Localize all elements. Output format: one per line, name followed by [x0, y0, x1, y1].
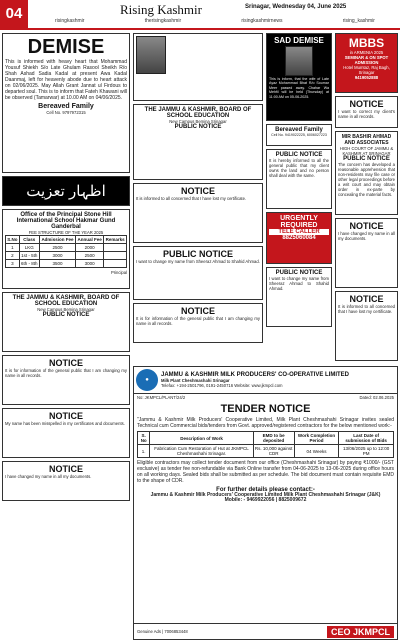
td: LKG [19, 244, 39, 252]
td: 3500 [39, 260, 75, 268]
td: 2500 [39, 244, 75, 252]
principal-title: Office of the Principal Stone Hill International School Hakmar Gund Ganderbal [16, 212, 116, 230]
notice-text: I have changed my name in all my documents. [5, 474, 92, 479]
td: 04 Weeks [294, 445, 339, 458]
demise-ad [2, 33, 130, 173]
urdu-notice [133, 33, 263, 101]
photo [136, 36, 166, 74]
td [104, 260, 127, 268]
th: S.No [7, 237, 18, 242]
jk-school-notice-label: PUBLIC NOTICE [174, 124, 222, 130]
notice-text: I want to change my name from Sheeraz Ahmad to Shahid Ahmad. [269, 276, 329, 291]
notice-text: I have changed my name in all my documents. [338, 231, 395, 241]
urdu-text [166, 36, 260, 98]
notice-text: I want to change my name from Sheeraz Ahmad to Shahid Ahmad. [136, 259, 260, 264]
social-handle[interactable]: therisingkashmir [144, 18, 182, 24]
td: 1st - 5th [21, 253, 38, 258]
tender-mobile[interactable]: Mobile: - 9469922056 | 8825009672 [224, 497, 307, 503]
demise-title: DEMISE [27, 36, 105, 58]
notice-text: It is informed to all concerned that I have lost my certificate. [136, 196, 247, 201]
td: 6th - 8th [21, 261, 38, 266]
tender-intro: "Jammu & Kashmir Milk Producers' Cooperative Limited, Milk Plant Cheshmashahi Srinagar invites sealed Technical cum Commercial bids/tenders from Govt. approved/registered contractors for the below mentioned work:- [137, 417, 394, 429]
small-notice [2, 461, 130, 501]
th: Annual Fee [77, 237, 102, 242]
job-ad-line3: TELE CALLER [269, 229, 329, 235]
table-row [6, 260, 127, 268]
sad-demise-cell: Cell No. 9419022225, 6006027223 [271, 133, 327, 137]
urdu-condolence-heading: اظہار تعزیت [2, 176, 130, 206]
mbbs-line: SEMINAR & ON SPOT ADMISSION [344, 55, 389, 65]
genuine-ads-credit: Genuine Ads | 7006853448 [137, 629, 188, 634]
td [104, 252, 127, 260]
td: Fabrication Cum Restoration of Hut at JKMPCL Cheshmashahi Srinagar. [150, 445, 253, 458]
th: Class [19, 236, 39, 244]
social-handle[interactable]: risingkashmirnews [241, 18, 283, 24]
notice-title: NOTICE [180, 306, 215, 316]
notice-title: NOTICE [48, 411, 83, 421]
tender-title: TENDER NOTICE [220, 403, 311, 415]
td: 3 [6, 260, 20, 268]
td: 13/06/2025 up to 12:00 PM [339, 445, 394, 458]
fee-table [5, 235, 127, 268]
milk-logo-icon: ● [136, 369, 158, 391]
masthead [0, 0, 400, 30]
notice-text: My name has been misspelled in my certificates and documents. [5, 421, 125, 426]
td: 3000 [76, 260, 104, 268]
photo [285, 46, 313, 76]
small-notice [133, 246, 263, 300]
social-handle[interactable]: risingkashmir [55, 18, 85, 24]
th: Remarks [105, 237, 125, 242]
td: 2000 [76, 244, 104, 252]
sad-demise-ad [266, 33, 332, 121]
sad-demise-title: SAD DEMISE [274, 36, 324, 45]
page-number: 04 [0, 0, 28, 28]
tender-ad [133, 366, 398, 640]
ceo-signature: CEO JKMPCL [327, 626, 394, 638]
tender-org: Jammu & Kashmir Milk Producers' Cooperative Limited Milk Plant Cheshmashahi Srinagar (J&K) [150, 492, 381, 498]
td: 1. [138, 445, 150, 458]
mbbs-title: MBBS [348, 36, 385, 50]
advocate-sub: HIGH COURT OF JAMMU & KASHMIR AT SRINAGAR [339, 146, 394, 156]
principal-signature: Principal [110, 270, 127, 275]
public-notice [266, 267, 332, 327]
advocate-public-notice [335, 131, 398, 215]
tender-details: For further details please contact:- [216, 487, 315, 493]
notice-title: PUBLIC NOTICE [275, 152, 323, 158]
th: EMD to be deposited [253, 432, 294, 445]
principal-fee-notice [2, 209, 130, 289]
notice-title: NOTICE [180, 186, 215, 196]
small-notice [2, 408, 130, 458]
th: Last Date of submission of Bids [339, 432, 394, 445]
milk-date: Dated: 02.06.2025 [359, 395, 394, 400]
small-notice [335, 218, 398, 288]
th: Work Completion Period [294, 432, 339, 445]
sad-demise-text: This is inform, that the wife of Late Ayaz Mohammad Bhat R/o Soumar Meer passed away. Chahar Wa Mehfil will be held (Thursday) at 11:00 AM on 05-06-2025. [269, 77, 329, 99]
notice-title: PUBLIC NOTICE [162, 249, 233, 259]
tender-body: Eligible contractors may collect tender document from our office (Cheshmashahi Srinagar) by paying ₹1000/- (GST exclusive) as tender fee non-refundable via Bank Online transfer from 04-06-2025 to 13-06-2025 during office hours on all working days. Sealed bids shall be submitted as per schedule. The bid document must contain requisite EMD to the shape of CDR. [137, 460, 394, 484]
notice-title: NOTICE [349, 294, 384, 304]
td [104, 244, 127, 252]
th: S. No [138, 432, 150, 445]
mbbs-phone[interactable]: 9419052888 [354, 75, 379, 80]
notice-title: NOTICE [48, 464, 83, 474]
milk-phone: Telefax: +194-2501796, 0191-2450716 Website: www.jkmpcl.com [161, 383, 283, 388]
td: 2 [6, 252, 20, 260]
jk-school-title: THE JAMMU & KASHMIR, BOARD OF SCHOOL EDUCATION [144, 107, 252, 119]
jk-school-notice [133, 104, 263, 180]
job-ad-line1: URGENTLY [280, 215, 318, 222]
th: Admission Fee [39, 236, 75, 244]
social-handle[interactable]: rising_kashmir [342, 18, 375, 24]
public-notice [266, 149, 332, 209]
advocate-notice-label: PUBLIC NOTICE [343, 156, 390, 162]
small-notice [335, 291, 398, 361]
td: Rs. 10,000 against CDR [254, 446, 293, 456]
demise-signature: Bereaved Family [38, 103, 94, 110]
job-ad-phone[interactable]: 8825060084 [282, 235, 316, 241]
notice-text: It is for information of the general public that I am changing my name in all records. [136, 316, 260, 326]
mbbs-ad [335, 33, 398, 93]
td: 1 [6, 244, 20, 252]
table-row [6, 252, 127, 260]
jk-school-notice-left [2, 292, 130, 352]
jk-school-title: THE JAMMU & KASHMIR, BOARD OF SCHOOL EDUCATION [12, 295, 120, 307]
notice-text: It is informed to all concerned that I have lost my certificate. [338, 304, 395, 314]
mbbs-sub: in ARMENIA 2025 [349, 50, 384, 55]
social-handles [55, 18, 375, 24]
mbbs-place: Hotel Mumtaz, Raj Bagh, Srinagar [343, 65, 390, 75]
tender-table [137, 431, 394, 458]
milk-ref-no: No: JKMPCL/PLANT/24/2 [137, 395, 186, 400]
small-notice [2, 355, 130, 405]
notice-text: I want to correct my client's name in all records. [338, 109, 395, 119]
table-row [6, 244, 127, 252]
job-ad-line2: REQUIRED [280, 222, 318, 229]
jk-school-notice-label: PUBLIC NOTICE [42, 312, 90, 318]
milk-title: JAMMU & KASHMIR MILK PRODUCERS' CO-OPERATIVE LIMITED [161, 372, 349, 378]
notice-title: NOTICE [349, 99, 384, 109]
td: 3000 [39, 252, 75, 260]
notice-title: NOTICE [48, 358, 83, 368]
job-ad [266, 212, 332, 264]
demise-text: This is informed with heavy heart that Mohammad Yousuf Shiekh S/o Late Ghulam Rasool Sheikh R/o Shah Ashad Sadia Kadal at present Awa Kadal Daanmaj, left for heavenly abode due to heart attack on 02/06/2025. May Allah Grant Jannat ul Firdous to departed soul. This is to inform that Fateh Khawani will be observed (Tamarwar) at 10.00 AM on 04/06/2025. [5, 59, 127, 101]
td: 2500 [76, 252, 104, 260]
brand-logo: Rising Kashmir [120, 2, 202, 17]
demise-cell: Cell No. 9797972315 [46, 110, 86, 115]
jk-school-sub: New Campus Bemina Srinagar [37, 307, 95, 312]
principal-ref: FEE STRUCTURE OF THE YEAR 2025 [28, 230, 104, 235]
th: Description of Work [150, 432, 253, 445]
advocate-text: The concern has developed a reasonable apprehension that non-residents may file case or other legal proceedings before a writ court and may obtain order in ex-parte by concealing the material facts. [338, 162, 395, 197]
small-notice [133, 303, 263, 343]
sad-demise-signature-box [266, 124, 332, 146]
advocate-title: MIR BASHIR AHMAD AND ASSOCIATES [341, 134, 392, 146]
notice-top-right [335, 96, 398, 128]
notice-title: NOTICE [349, 221, 384, 231]
dateline: Srinagar, Wednesday 04, June 2025 [245, 4, 347, 10]
small-notice [133, 183, 263, 243]
table-row [138, 445, 394, 458]
notice-text: It is hereby informed to all the general public that my client owns the land and no person shall deal with the same. [269, 158, 329, 178]
milk-sub: Milk Plant Cheshmashahi Srinagar [161, 378, 230, 383]
notice-title: PUBLIC NOTICE [275, 270, 323, 276]
jk-school-sub: New Campus Bemina Srinagar [169, 119, 227, 124]
sad-demise-signature: Bereaved Family [275, 127, 323, 133]
notice-text: It is for information of the general public that I am changing my name in all records. [5, 368, 127, 378]
